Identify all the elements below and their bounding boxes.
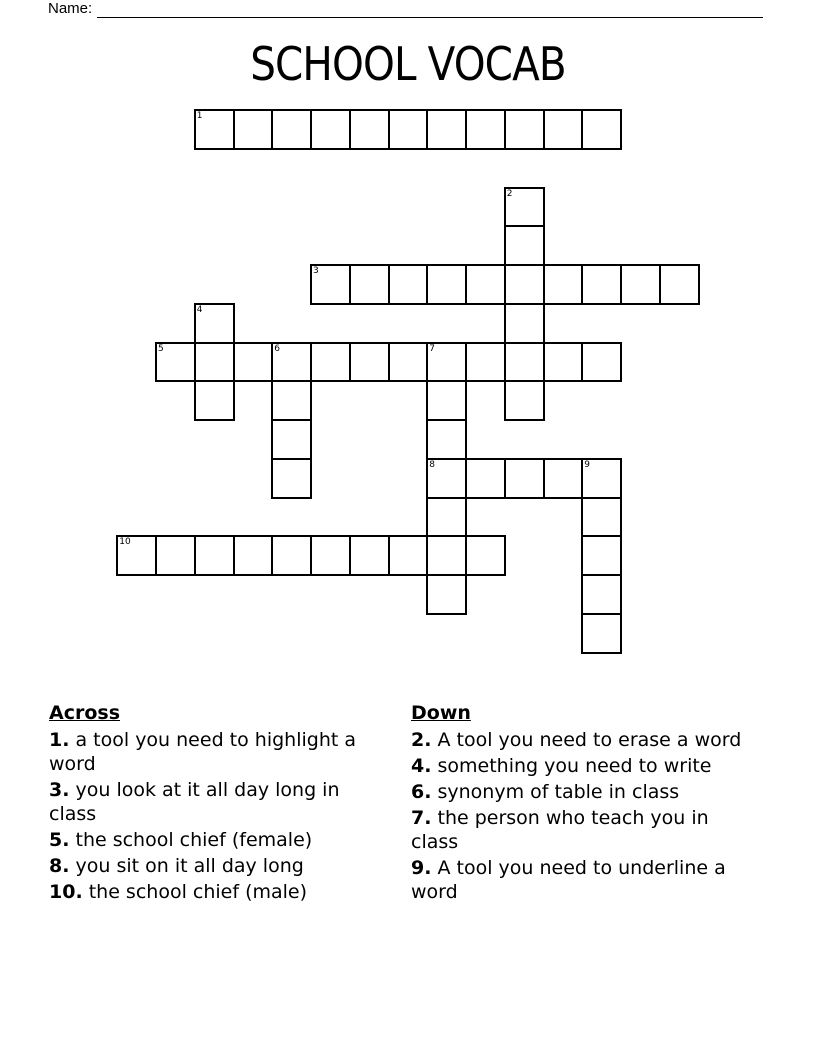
crossword-cell[interactable] (310, 342, 351, 383)
crossword-cell[interactable] (504, 225, 545, 266)
crossword-cell[interactable] (465, 342, 506, 383)
clue-down-7: 7. the person who teach you in class (411, 807, 709, 853)
crossword-cell[interactable] (426, 458, 467, 499)
clue-number: 7 (429, 343, 436, 354)
crossword-cell[interactable] (581, 264, 622, 305)
down-heading: Down (411, 702, 471, 724)
crossword-cell[interactable] (504, 380, 545, 421)
across-heading: Across (49, 702, 121, 724)
crossword-cell[interactable] (194, 535, 235, 576)
crossword-cell[interactable] (426, 419, 467, 460)
crossword-cell[interactable] (465, 535, 506, 576)
name-label: Name: (48, 0, 93, 17)
clue-across-8: 8. you sit on it all day long (49, 855, 304, 877)
crossword-cell[interactable] (426, 109, 467, 150)
crossword-cell[interactable] (194, 342, 235, 383)
crossword-cell[interactable] (543, 109, 584, 150)
crossword-cell[interactable] (116, 535, 157, 576)
crossword-cell[interactable] (504, 187, 545, 228)
crossword-cell[interactable] (271, 535, 312, 576)
crossword-cell[interactable] (310, 109, 351, 150)
crossword-cell[interactable] (426, 380, 467, 421)
crossword-cell[interactable] (504, 303, 545, 344)
crossword-cell[interactable] (271, 458, 312, 499)
clue-number: 9 (584, 459, 591, 470)
crossword-cell[interactable] (465, 109, 506, 150)
crossword-cell[interactable] (310, 535, 351, 576)
crossword-cell[interactable] (504, 342, 545, 383)
crossword-cell[interactable] (543, 342, 584, 383)
crossword-cell[interactable] (620, 264, 661, 305)
crossword-cell[interactable] (659, 264, 700, 305)
crossword-cell[interactable] (581, 109, 622, 150)
crossword-cell[interactable] (543, 458, 584, 499)
crossword-cell[interactable] (426, 497, 467, 538)
page-title: SCHOOL VOCAB (250, 37, 566, 91)
across-clues (49, 700, 389, 906)
crossword-cell[interactable] (581, 613, 622, 654)
crossword-cell[interactable] (388, 109, 429, 150)
down-clues (411, 700, 756, 906)
crossword-cell[interactable] (194, 109, 235, 150)
crossword-cell[interactable] (194, 303, 235, 344)
crossword-cell[interactable] (310, 264, 351, 305)
crossword-cell[interactable] (194, 380, 235, 421)
clue-number: 6 (274, 343, 281, 354)
crossword-cell[interactable] (504, 458, 545, 499)
clue-number: 8 (429, 459, 436, 470)
clue-number: 3 (313, 266, 319, 276)
crossword-cell[interactable] (465, 458, 506, 499)
crossword-cell[interactable] (233, 342, 274, 383)
clue-across-3: 3. you look at it all day long in class (49, 779, 340, 825)
crossword-cell[interactable] (504, 264, 545, 305)
crossword-cell[interactable] (581, 574, 622, 615)
crossword-cell[interactable] (271, 419, 312, 460)
clue-across-1: 1. a tool you need to highlight a word (49, 729, 356, 775)
clue-across-10: 10. the school chief (male) (49, 881, 308, 903)
crossword-cell[interactable] (426, 574, 467, 615)
crossword-cell[interactable] (349, 264, 390, 305)
crossword-cell[interactable] (271, 109, 312, 150)
crossword-cell[interactable] (426, 535, 467, 576)
crossword-cell[interactable] (155, 535, 196, 576)
crossword-cell[interactable] (426, 264, 467, 305)
crossword-cell[interactable] (581, 497, 622, 538)
crossword-cell[interactable] (349, 342, 390, 383)
crossword-cell[interactable] (271, 342, 312, 383)
crossword-cell[interactable] (465, 264, 506, 305)
crossword-cell[interactable] (388, 535, 429, 576)
clue-number: 5 (158, 343, 164, 354)
clue-number: 2 (506, 188, 513, 199)
clue-down-9: 9. A tool you need to underline a word (411, 857, 726, 903)
crossword-cell[interactable] (543, 264, 584, 305)
crossword-cell[interactable] (271, 380, 312, 421)
clue-down-6: 6. synonym of table in class (411, 781, 680, 803)
clue-across-5: 5. the school chief (female) (49, 829, 313, 851)
clue-down-2: 2. A tool you need to erase a word (411, 729, 742, 751)
crossword-cell[interactable] (233, 535, 274, 576)
crossword-cell[interactable] (426, 342, 467, 383)
crossword-cell[interactable] (504, 109, 545, 150)
crossword-cell[interactable] (581, 458, 622, 499)
crossword-cell[interactable] (349, 535, 390, 576)
crossword-cell[interactable] (233, 109, 274, 150)
clue-number: 4 (196, 304, 203, 315)
crossword-cell[interactable] (349, 109, 390, 150)
crossword-cell[interactable] (581, 535, 622, 576)
crossword-cell[interactable] (388, 342, 429, 383)
crossword-cell[interactable] (155, 342, 196, 383)
clue-number: 10 (119, 537, 131, 548)
crossword-cell[interactable] (388, 264, 429, 305)
crossword-cell[interactable] (581, 342, 622, 383)
clue-down-4: 4. something you need to write (411, 755, 712, 777)
clue-number: 1 (196, 111, 203, 121)
